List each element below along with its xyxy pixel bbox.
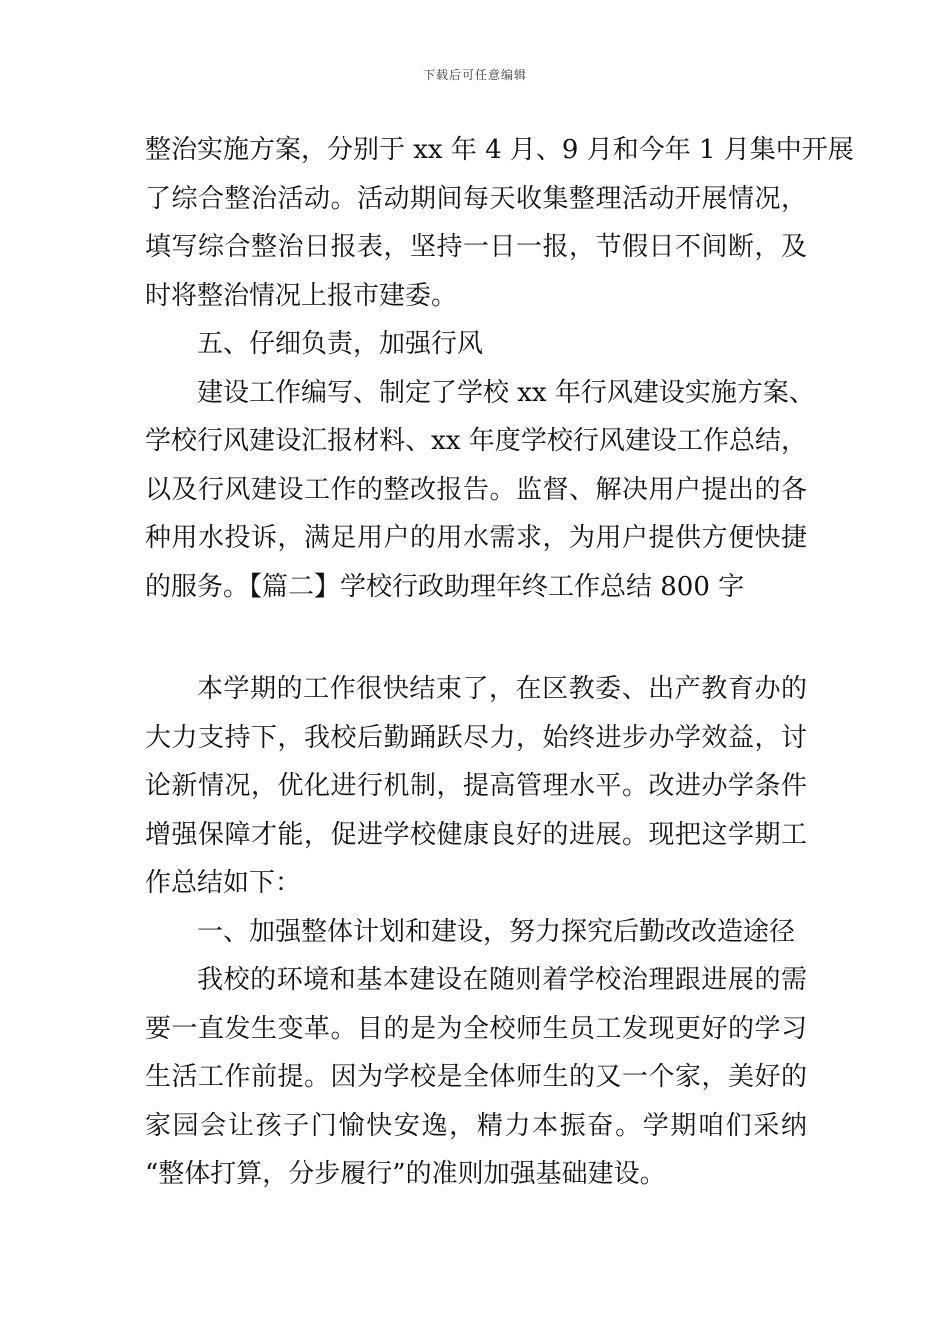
- text-line: 增强保障才能，促进学校健康良好的进展。现把这学期工: [145, 819, 807, 850]
- text-line: 论新情况，优化进行机制，提高管理水平。改进办学条件: [145, 771, 807, 801]
- section-heading: 五、仔细负责，加强行风: [197, 329, 484, 359]
- text-line: 要一直发生变革。目的是为全校师生员工发现更好的学习: [145, 1013, 807, 1044]
- text-line: “整体打算，分步履行”的准则加强基础建设。: [145, 1159, 666, 1189]
- text-line: 家园会让孩子门愉快安逸，精力本振奋。学期咱们采纳: [145, 1110, 807, 1141]
- section-heading: 一、加强整体计划和建设，努力探究后勤改改造途径: [197, 916, 796, 947]
- document-body: [145, 126, 854, 1199]
- text-line: 以及行风建设工作的整改报告。监督、解决用户提出的各: [145, 474, 807, 505]
- text-line: 建设工作编写、制定了学校 xx 年行风建设实施方案、: [197, 377, 815, 408]
- text-line: 时将整治情况上报市建委。: [145, 280, 458, 311]
- text-line: 本学期的工作很快结束了，在区教委、出产教育办的: [197, 674, 807, 704]
- text-line: 学校行风建设汇报材料、xx 年度学校行风建设工作总结，: [145, 426, 807, 456]
- text-line: 了综合整治活动。活动期间每天收集整理活动开展情况，: [145, 183, 807, 214]
- text-line: 作总结如下：: [145, 868, 302, 898]
- text-line: 的服务。【篇二】学校行政助理年终工作总结 800 字: [145, 571, 745, 602]
- text-line: 我校的环境和基本建设在随则着学校治理跟进展的需: [197, 965, 807, 995]
- page-header-note: 下载后可任意编辑: [422, 68, 527, 82]
- text-line: 整治实施方案，分别于 xx 年 4 月、9 月和今年 1 月集中开展: [145, 135, 854, 165]
- paragraph-gap: [145, 611, 807, 665]
- text-line: 填写综合整治日报表，坚持一日一报，节假日不间断，及: [145, 232, 807, 262]
- text-line: 种用水投诉，满足用户的用水需求，为用户提供方便快捷: [145, 523, 807, 553]
- text-line: 生活工作前提。因为学校是全体师生的又一个家，美好的: [145, 1062, 807, 1092]
- text-line: 大力支持下，我校后勤踊跃尽力，始终进步办学效益，讨: [145, 722, 807, 753]
